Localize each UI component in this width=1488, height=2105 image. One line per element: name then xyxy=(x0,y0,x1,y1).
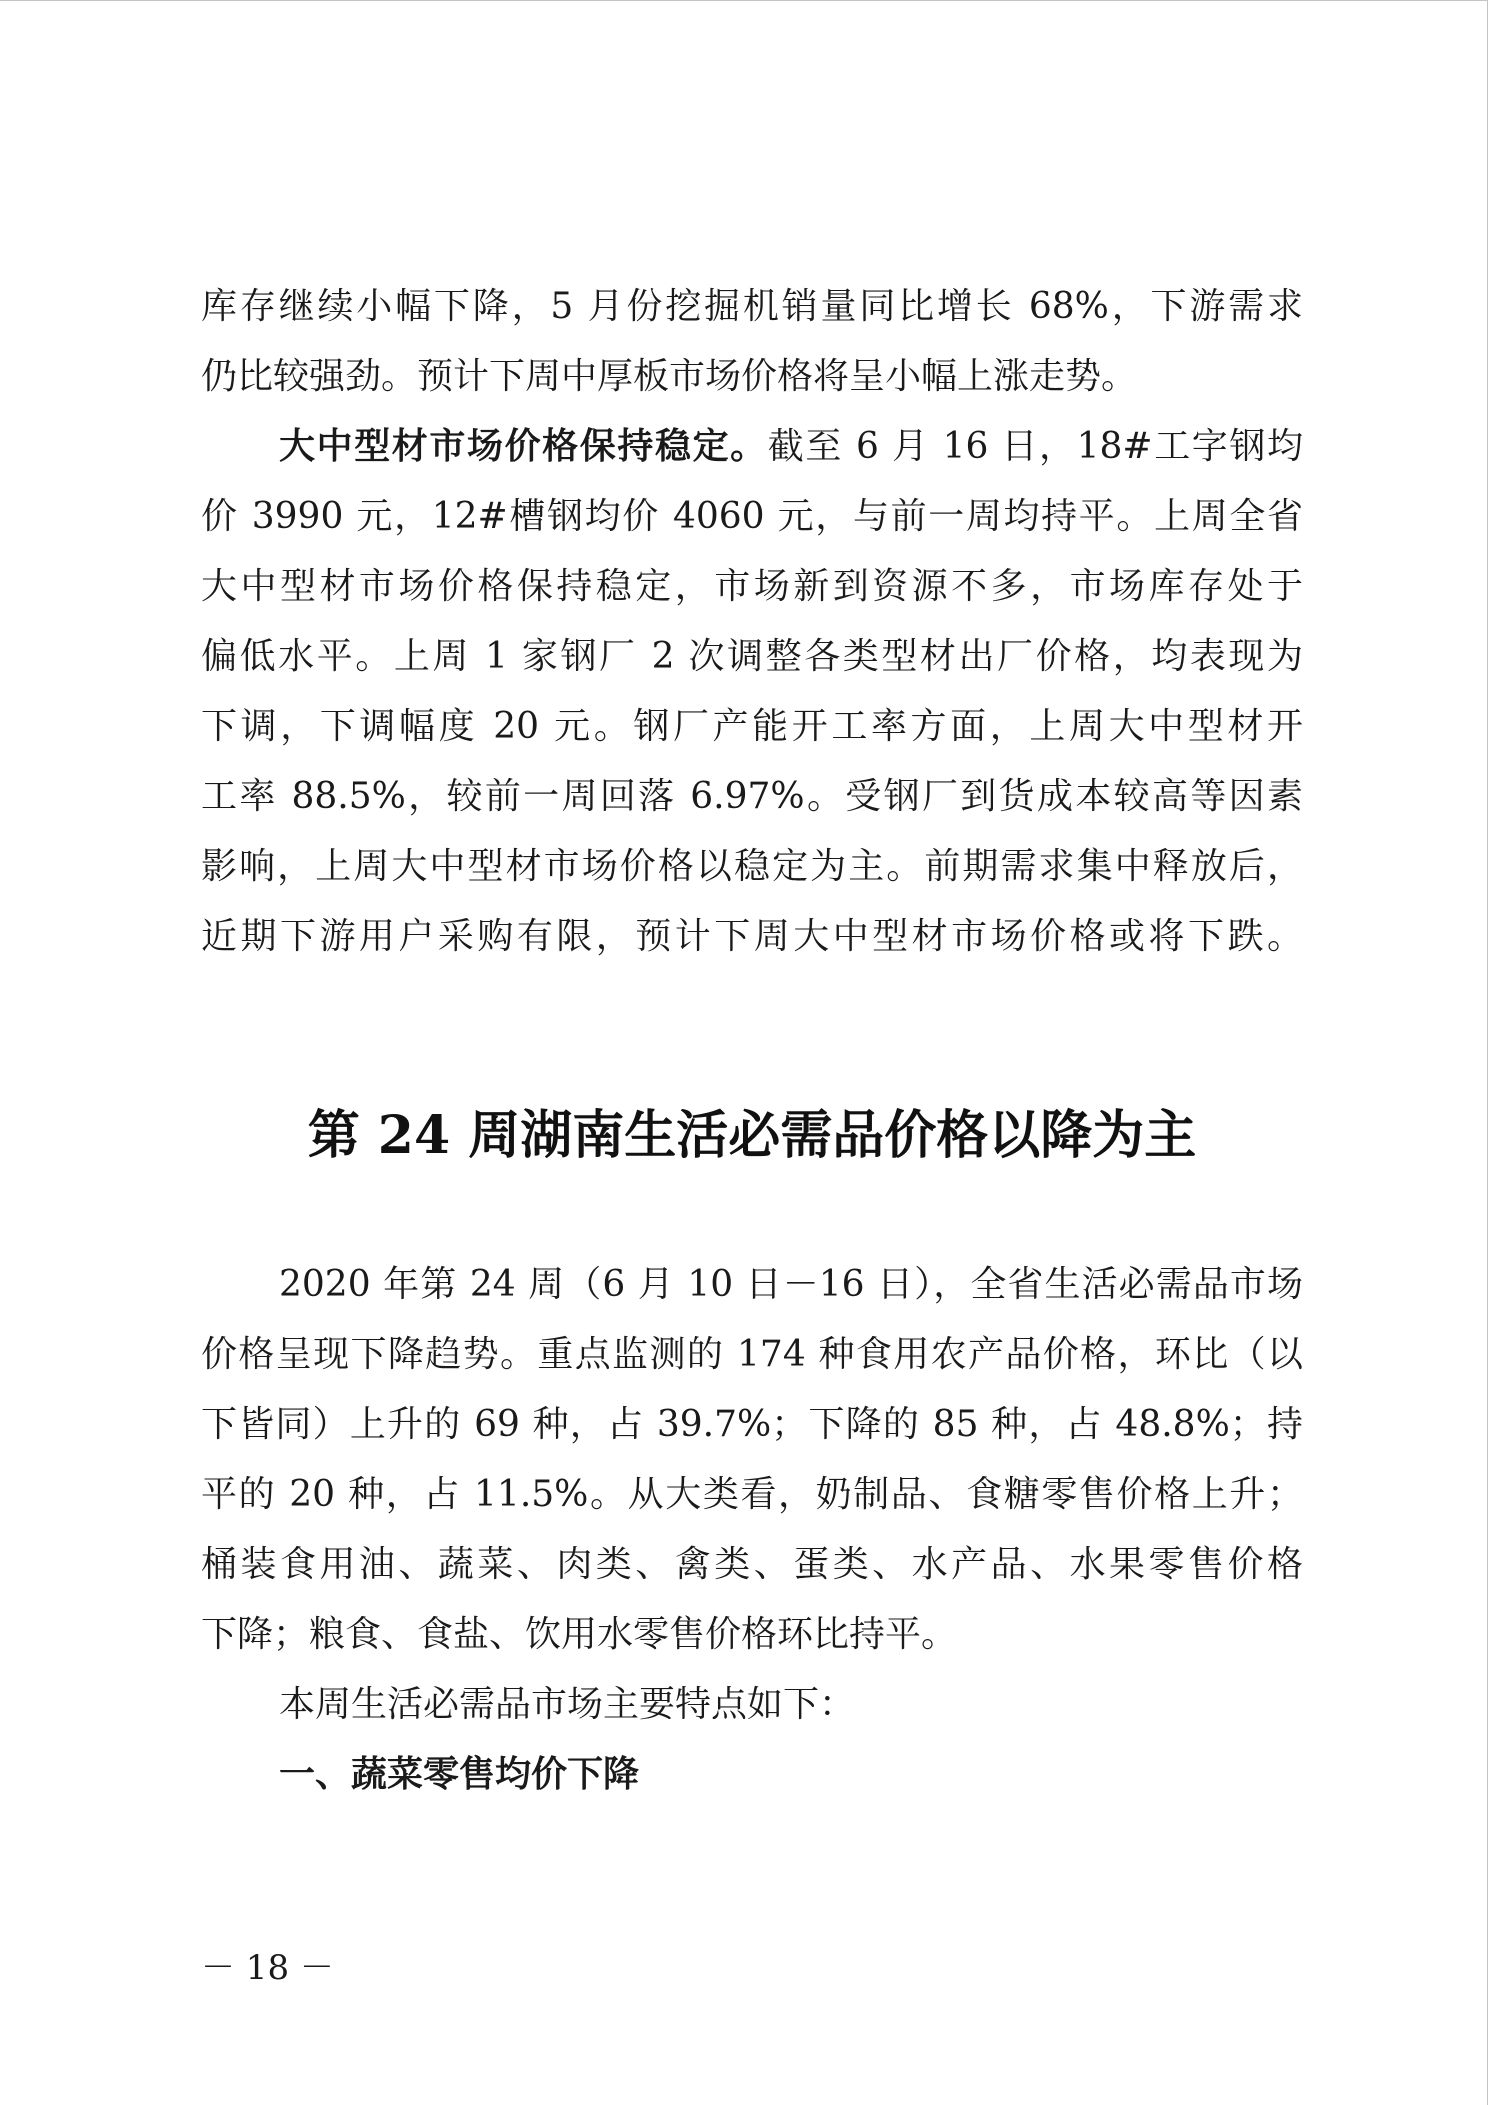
article-title: 第 24 周湖南生活必需品价格以降为主 xyxy=(307,1105,1197,1166)
body-text-line: 工率 88.5%，较前一周回落 6.97%。受钢厂到货成本较高等因素 xyxy=(201,776,1303,817)
section-first-line-text: 截至 6 月 16 日，18#工字钢均 xyxy=(767,426,1303,467)
section-lead-heading: 大中型材市场价格保持稳定。 xyxy=(279,426,768,467)
page-number: － 18 － xyxy=(201,1948,334,1988)
body-text-line: 偏低水平。上周 1 家钢厂 2 次调整各类型材出厂价格，均表现为 xyxy=(201,636,1303,677)
body-text-line: 平的 20 种，占 11.5%。从大类看，奶制品、食糖零售价格上升； xyxy=(201,1474,1303,1515)
body-text-line: 价格呈现下降趋势。重点监测的 174 种食用农产品价格，环比（以 xyxy=(201,1334,1303,1375)
body-text-line: 库存继续小幅下降，5 月份挖掘机销量同比增长 68%，下游需求 xyxy=(201,286,1303,327)
section-first-line xyxy=(201,412,1303,482)
body-text-line: 2020 年第 24 周（6 月 10 日－16 日），全省生活必需品市场 xyxy=(279,1264,1303,1305)
body-text-line: 仍比较强劲。预计下周中厚板市场价格将呈小幅上涨走势。 xyxy=(201,356,1138,397)
body-text-line: 大中型材市场价格保持稳定，市场新到资源不多，市场库存处于 xyxy=(201,566,1303,607)
body-text-line: 下调，下调幅度 20 元。钢厂产能开工率方面，上周大中型材开 xyxy=(201,706,1303,747)
features-intro-line: 本周生活必需品市场主要特点如下： xyxy=(279,1684,856,1725)
body-text-line: 影响，上周大中型材市场价格以稳定为主。前期需求集中释放后， xyxy=(201,846,1303,887)
body-text-line: 下降；粮食、食盐、饮用水零售价格环比持平。 xyxy=(201,1614,958,1655)
body-text-line: 价 3990 元，12#槽钢均价 4060 元，与前一周均持平。上周全省 xyxy=(201,496,1303,537)
lower-text-block xyxy=(201,1250,1303,1810)
upper-text-block xyxy=(201,272,1303,972)
section-heading-vegetables: 一、蔬菜零售均价下降 xyxy=(279,1754,640,1795)
body-text-line: 下皆同）上升的 69 种，占 39.7%；下降的 85 种，占 48.8%；持 xyxy=(201,1404,1303,1445)
body-text-line: 桶装食用油、蔬菜、肉类、禽类、蛋类、水产品、水果零售价格 xyxy=(201,1544,1303,1585)
body-text-line: 近期下游用户采购有限，预计下周大中型材市场价格或将下跌。 xyxy=(201,916,1303,957)
